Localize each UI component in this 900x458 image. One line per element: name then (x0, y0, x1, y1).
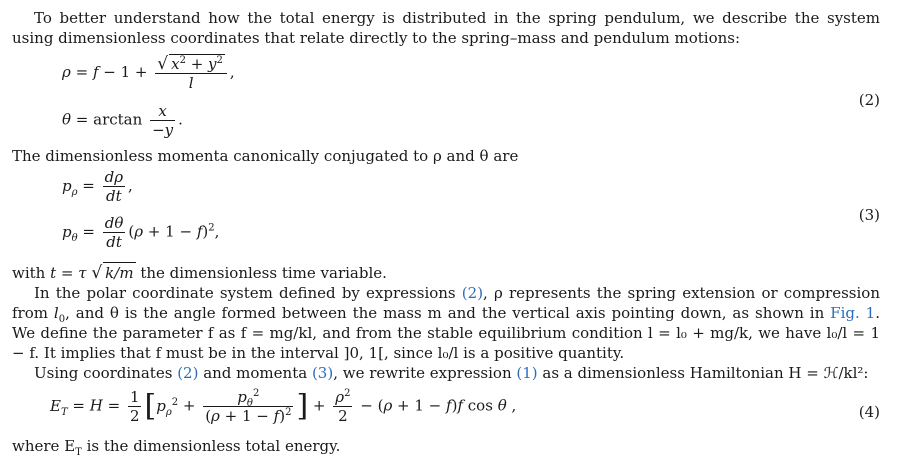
equation-p-rho: $p_\rho$ = $\frac{d\rho}{dt}$ , (62, 168, 133, 205)
hamiltonian-text-b: and momenta (198, 364, 312, 382)
equation-rho: ρ = f − 1 + $\frac{√ x^2 + y^2}{l}$ , (62, 54, 235, 92)
time-text-suffix: the dimensionless time variable. (135, 264, 387, 282)
polar-text-a: In the polar coordinate system defined by expressions (34, 284, 462, 302)
polar-text-b: , ρ represents the spring extension or compression from (12, 284, 880, 322)
paragraph-hamiltonian (12, 363, 880, 383)
equation-ref-2b-link[interactable]: (2) (177, 364, 199, 382)
time-text-prefix: with (12, 264, 51, 282)
momenta-text: The dimensionless momenta canonically conjugated to ρ and θ are (12, 147, 519, 165)
energy-subscript: T (75, 447, 82, 458)
paragraph-energy (12, 436, 880, 456)
equation-ref-3-link[interactable]: (3) (311, 364, 334, 382)
polar-text-d: . We define the parameter f as f = mg/kl, and from the stable equilibrium condition l = l₀ + mg/k, we have l₀/l = 1 − f. It implies that f must be in the interval ]0, 1[, since l₀/l is a positive quantity. (12, 304, 881, 362)
figure-1-link[interactable]: Fig. 1 (830, 304, 876, 322)
equation-ref-2-link[interactable]: (2) (461, 284, 484, 302)
polar-text-c: , and θ is the angle formed between the mass m and the vertical axis pointing down, as shown in (65, 304, 831, 322)
hamiltonian-text-c: , we rewrite expression (333, 364, 517, 382)
equation-number-4: (4) (858, 403, 880, 421)
paragraph-time: with t = τ √ k/m the dimensionless time variable. (12, 263, 387, 283)
energy-text-a: where E (12, 437, 76, 455)
equation-ref-1-link[interactable]: (1) (516, 364, 538, 382)
equation-theta: θ = arctan $\frac{x}{-y}$ . (62, 102, 183, 139)
hamiltonian-text-a: Using coordinates (34, 364, 178, 382)
hamiltonian-text-d: as a dimensionless Hamiltonian H = ℋ/kl²: (537, 364, 869, 382)
equation-number-2: (2) (858, 91, 880, 109)
equation-p-theta: $p_\theta$ = $\frac{d\theta}{dt}$ $(\rho + 1 - f)^2$, (62, 214, 220, 251)
energy-text-b: is the dimensionless total energy. (81, 437, 341, 455)
paragraph-momenta (12, 146, 880, 166)
paragraph-intro (12, 8, 880, 48)
equation-hamiltonian: $E_T = H$ = $\frac{1}{2}$ [$p_\rho^2$ + $\frac{p_\theta^2}{(\rho + 1 - f)^2}$ ] + $\frac{\rho^2}{2}$ − (ρ + 1 − f)f cos θ , (50, 388, 517, 425)
equation-number-3: (3) (858, 206, 880, 224)
intro-text: To better understand how the total energy is distributed in the spring pendulum, we describe the system using dimensionless coordinates that relate directly to the spring–mass and pendulum motions: (12, 9, 880, 47)
paragraph-polar: In the polar coordinate system defined by expressions (2), ρ represents the spring extension or compression from $l_0$, and θ is the angle formed between the mass m and the vertical axis pointing down, as shown in Fig. 1. We define the parameter f as f = mg/kl, and from the stable equilibrium condition l = l₀ + mg/k, we have l₀/l = 1 − f. It implies that f must be in the interval ]0, 1[, since l₀/l is a positive quantity. (12, 284, 881, 362)
